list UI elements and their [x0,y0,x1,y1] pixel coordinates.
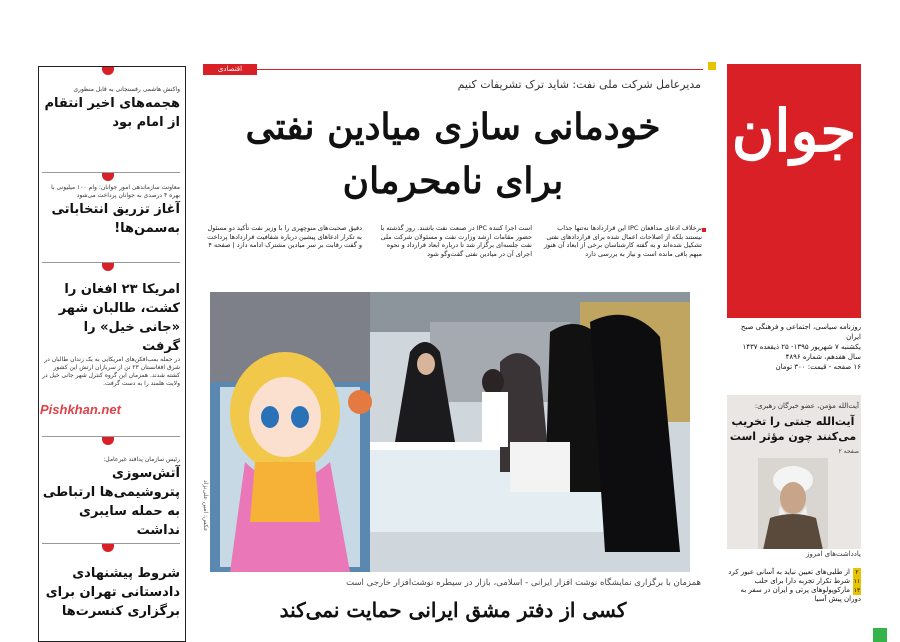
left-story[interactable] [42,86,180,132]
bottom-headline[interactable]: کسی از دفتر مشق ایرانی حمایت نمی‌کند [279,598,627,622]
photo-illustration [210,292,690,572]
left-story-headline[interactable]: آتش‌سوزی پتروشیمی‌ها ارتباطی به حمله سایبری نداشت [42,466,180,538]
left-story-headline[interactable]: هجمه‌های اخیر انتقام از امام بود [44,96,180,130]
lead-column: دقیق صحبت‌های منوچهری را با وزیر نفت تأکید دو مسئول به تکرار ادعاهای پیشین درباره شفافیت قراردادها پرداخت و گفت رقابت بر سر میادین مشترک ادامه دارد | صفحه ۴ [207,224,362,250]
left-story-headline[interactable]: آغاز تزریق انتخاباتی به‌سمن‌ها! [51,202,180,236]
notes-list [727,568,861,604]
masthead-corner-mark [708,62,716,70]
masthead-info [727,322,861,372]
photo-caption: همزمان با برگزاری نمایشگاه نوشت افزار ایرانی - اسلامی، بازار در سیطره نوشت‌افزار خارجی است [346,578,701,588]
lead-column: است اجرا کننده IPC در صنعت نفت باشند. روز گذشته با حضور مقامات ارشد وزارت نفت و مسئولان شرکت ملی نفت جلسه‌ای برگزار شد تا درباره ابعاد قرارداد و نحوه اجرای آن در میادین نفتی گفت‌وگو شود [380,224,532,258]
left-story-kicker: رئیس سازمان پدافند غیرعامل: [103,456,180,463]
notes-list-item[interactable] [727,577,861,586]
lead-kicker: مدیرعامل شرکت ملی نفت: شاید ترک تشریفات کنیم [457,78,701,91]
notes-page-number: ۲ [853,568,861,577]
left-story-kicker: معاونت سازماندهی امور جوانان: وام ۱۰۰ میلیونی با بهره ۴ درصدی به جوانان پرداخت می‌شود [51,184,180,199]
notes-list-text: از طلبی‌های تعیین نباید به آسانی عبور کرد [728,568,850,576]
lead-photo[interactable] [210,292,690,572]
corner-mark [873,628,887,642]
lead-headline[interactable] [205,100,701,208]
left-story-headline[interactable]: امریکا ۲۳ افغان را کشت، طالبان شهر «جانی خیل» را گرفت [58,282,180,354]
masthead-info-line: روزنامه سیاسی، اجتماعی و فرهنگی صبح ایران [740,323,861,341]
left-story-kicker: واکنش هاشمی رفسنجانی به قابل منظوری [73,86,180,93]
quote-box-footer: یادداشت‌های امروز [727,549,861,560]
masthead-info-line: یکشنبه ۷ شهریور ۱۳۹۵- ۲۵ ذیقعده ۱۴۳۷ [742,343,861,351]
masthead-logo-text[interactable]: جوان [731,97,857,165]
quote-kicker: آیت‌الله مؤمن، عضو خبرگان رهبری: [754,402,859,410]
masthead-info-line: سال هفدهم، شماره ۴۸۹۶ [785,353,861,361]
lead-headline-line: خودمانی سازی میادین نفتی [245,106,661,148]
cleric-portrait-icon [758,458,828,550]
bullet-marker [702,228,706,232]
left-story-body: در حمله بمب‌افکن‌های امریکایی به یک زندان طالبان در شرق افغانستان ۲۳ تن از سربازان ارتش این کشور کشته شدند. همزمان این گروه کنترل شهر جانی خیل در ولایت هلمند را به دست گرفت. [42,356,180,387]
notes-list-text: شرط تکرار تجربه دارا برای حلب [754,577,850,585]
masthead-info-line: ۱۶ صفحه - قیمت: ۳۰۰ تومان [775,363,861,371]
left-story[interactable] [42,456,180,540]
left-story[interactable] [42,280,180,388]
notes-page-number: ۱۳ [853,587,861,594]
notes-page-number: ۱۱ [853,578,861,585]
left-story-headline[interactable]: شروط پیشنهادی دادستانی تهران برای برگزاری کنسرت‌ها [45,566,180,619]
section-tag[interactable]: اقتصادی [203,64,257,75]
left-story[interactable] [42,184,180,238]
left-story[interactable] [42,564,180,621]
quote-headline[interactable]: آیت‌الله جنتی را تخریب می‌کنند چون مؤثر است [729,415,857,443]
notes-list-item[interactable] [727,586,861,604]
quote-page-ref: صفحه ۲ [838,448,859,455]
photo-credit: عکس: امین علی‌نژاد [202,480,209,532]
lead-column: برخلاف ادعای مدافعان IPC این قراردادها نه‌تنها جذاب نیستند بلکه از اصلاحات اعمال شده برای قراردادهای نفتی تشکیل شده‌اند و به گفته کارشناسان برخی از ابعاد آن هنوز مبهم باقی مانده است و نیاز به بررسی دارد [544,224,702,258]
notes-list-text: مارکوپولوهای پرتی و ایران در سفر به دوران پیش آسیا [740,586,861,603]
notes-list-item[interactable] [727,568,861,577]
section-rule [257,69,703,70]
watermark-text: Pishkhan.net [40,402,121,417]
lead-headline-line: برای نامحرمان [342,160,564,202]
